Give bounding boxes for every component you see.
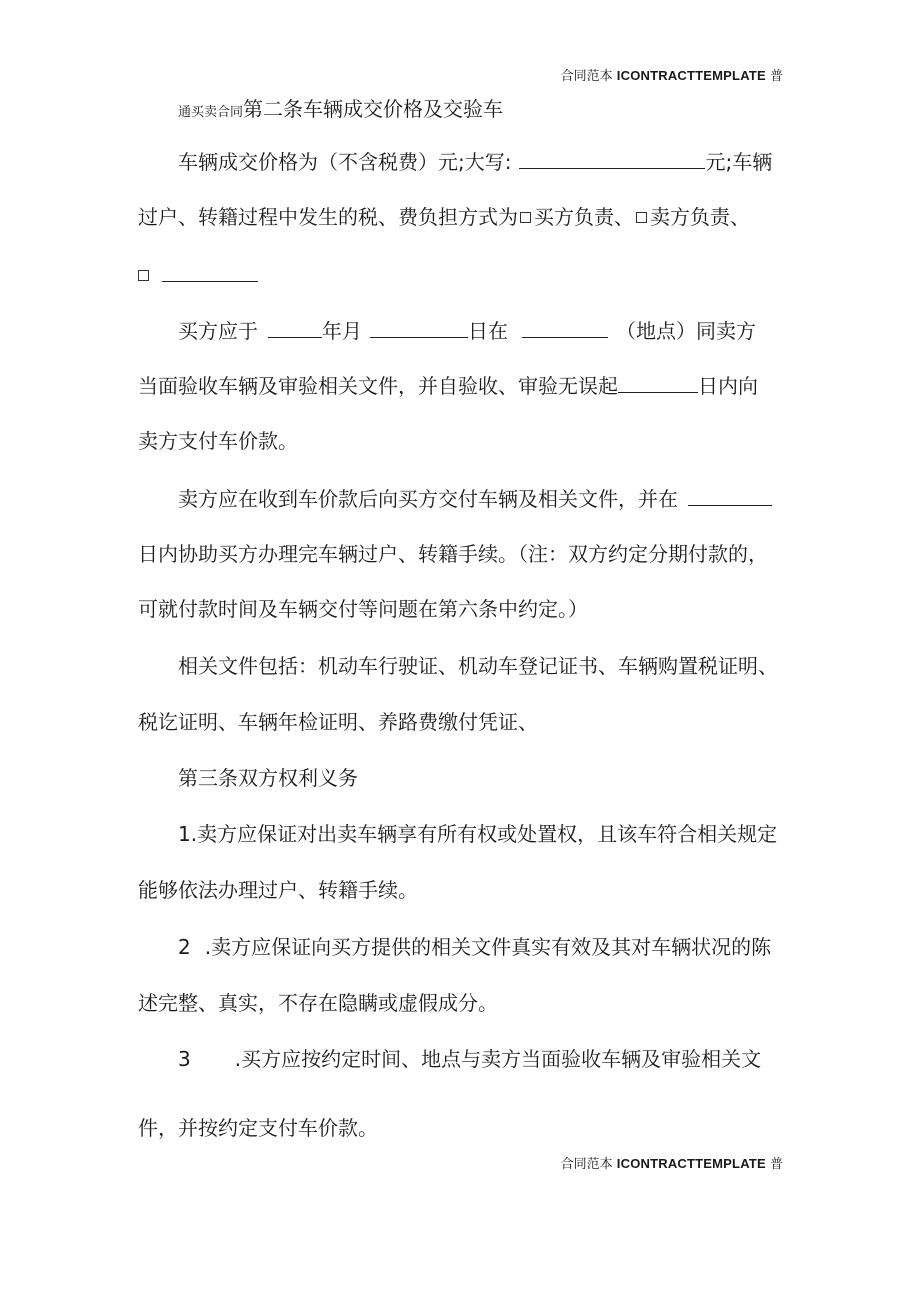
header-suffix: 普: [769, 69, 783, 84]
seller-deliver-text-a: 卖方应在收到车价款后向买方交付车辆及相关文件，并在: [178, 487, 678, 511]
seller-pays-label: 卖方负责、: [650, 205, 750, 229]
price-line-1: [178, 148, 772, 175]
footer-prefix: 合同范本: [560, 1157, 613, 1172]
buyer-pay-text-c: 日在: [468, 319, 508, 343]
section-title: [178, 96, 503, 126]
price-line-2: [138, 204, 750, 230]
article3-item3-line-1: [178, 1046, 761, 1072]
buyer-pay-text-f: 日内向: [698, 374, 758, 398]
item2-text: .卖方应保证向买方提供的相关文件真实有效及其对车辆状况的陈: [204, 935, 772, 959]
article3-item2-line-2: 述完整、真实，不存在隐瞒或虚假成分。: [138, 991, 498, 1015]
title-prefix: 通买卖合同: [178, 105, 244, 120]
buyer-pay-text-b: 年月: [322, 319, 362, 343]
seller-deliver-line-3: 可就付款时间及车辆交付等问题在第六条中约定。）: [138, 597, 588, 621]
buyer-pay-line-3: 卖方支付车价款。: [138, 429, 298, 453]
article3-heading: 第三条双方权利义务: [178, 766, 358, 790]
article3-item2-line-1: [178, 934, 771, 960]
page-header: [561, 68, 783, 85]
price-line-3: [138, 261, 258, 288]
seller-deliver-line-2: 日内协助买方办理完车辆过户、转籍手续。（注：双方约定分期付款的，: [138, 542, 768, 566]
price-text-a: 车辆成交价格为（不含税费）元;大写:: [178, 150, 512, 174]
footer-suffix: 普: [769, 1157, 783, 1172]
buyer-pay-line-1: [178, 317, 756, 344]
other-blank: [162, 261, 258, 282]
price-blank: [519, 148, 705, 169]
tax-text: 过户、转籍过程中发生的税、费负担方式为: [138, 205, 518, 229]
buyer-pay-text-d: （地点）同卖方: [616, 319, 756, 343]
footer-brand: ICONTRACTTEMPLATE: [616, 1156, 766, 1171]
seller-pays-checkbox[interactable]: [636, 212, 647, 223]
page-footer: [561, 1156, 783, 1173]
seller-days-blank: [688, 485, 772, 506]
item2-number: 2: [178, 935, 191, 959]
seller-deliver-line-1: [178, 485, 772, 512]
days-blank: [618, 372, 698, 393]
item3-number: 3: [178, 1047, 191, 1071]
price-text-b: 元;车辆: [705, 150, 773, 174]
header-brand: ICONTRACTTEMPLATE: [616, 68, 766, 83]
year-blank: [268, 317, 322, 338]
place-blank: [522, 317, 608, 338]
other-checkbox[interactable]: [138, 270, 149, 281]
documents-line-2: 税讫证明、车辆年检证明、养路费缴付凭证、: [138, 710, 538, 734]
buyer-pays-label: 买方负责、: [534, 205, 634, 229]
header-prefix: 合同范本: [560, 69, 613, 84]
title-text: 第二条车辆成交价格及交验车: [243, 97, 504, 121]
buyer-pay-text-a: 买方应于: [178, 319, 258, 343]
month-day-blank: [370, 317, 468, 338]
item3-text: .买方应按约定时间、地点与卖方当面验收车辆及审验相关文: [234, 1047, 762, 1071]
article3-item1-line-1: 1.卖方应保证对出卖车辆享有所有权或处置权，且该车符合相关规定: [178, 822, 778, 846]
buyer-pay-text-e: 当面验收车辆及审验相关文件，并自验收、审验无误起: [138, 374, 618, 398]
buyer-pay-line-2: [138, 372, 758, 399]
buyer-pays-checkbox[interactable]: [520, 212, 531, 223]
article3-item3-line-2: 件，并按约定支付车价款。: [138, 1116, 378, 1140]
documents-line-1: 相关文件包括：机动车行驶证、机动车登记证书、车辆购置税证明、: [178, 654, 778, 678]
article3-item1-line-2: 能够依法办理过户、转籍手续。: [138, 878, 418, 902]
